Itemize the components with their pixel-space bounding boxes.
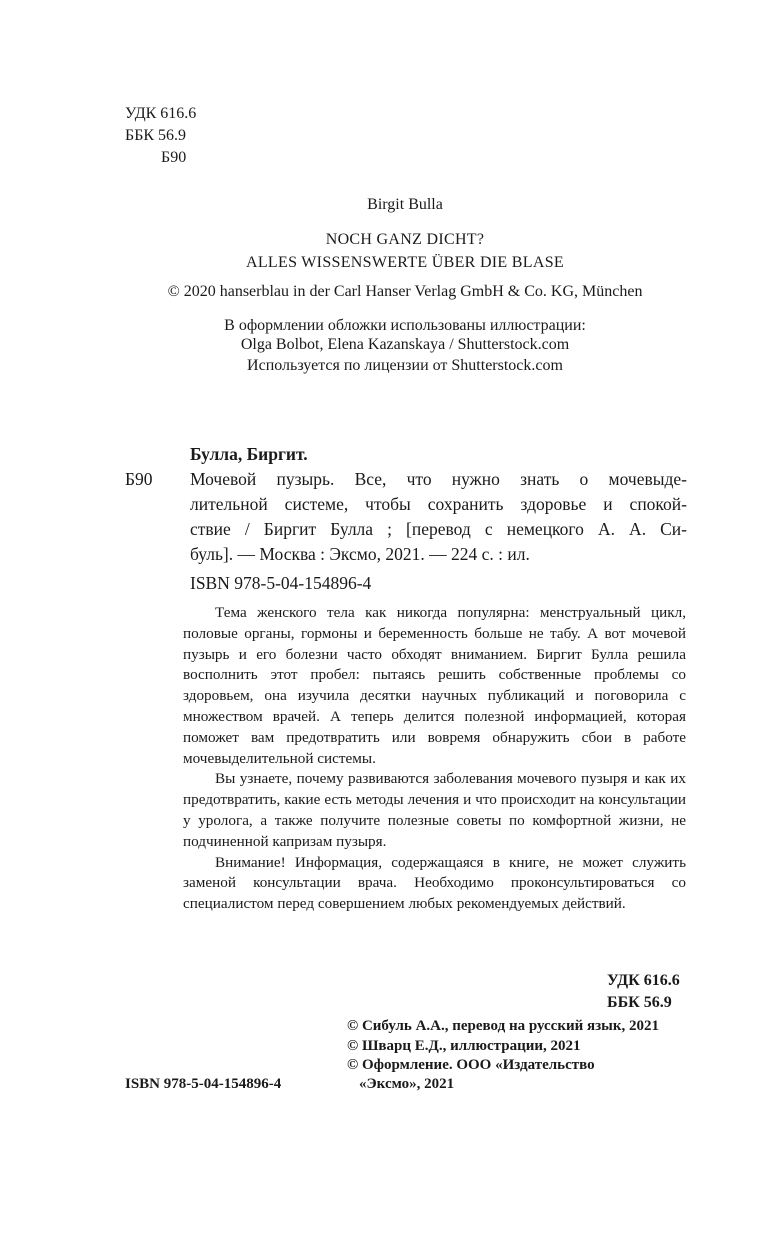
copyright-design-line2: «Эксмо», 2021 xyxy=(359,1076,455,1092)
udk-code-bottom: УДК 616.6 xyxy=(607,972,680,989)
cover-credit-line3: Используется по лицензии от Shutterstock.com xyxy=(247,357,563,374)
isbn-bottom: ISBN 978-5-04-154896-4 xyxy=(125,1076,282,1092)
udk-code-top: УДК 616.6 xyxy=(125,105,197,122)
cover-credit-line2: Olga Bolbot, Elena Kazanskaya / Shutterstock.com xyxy=(240,336,570,353)
author-sign-top: Б90 xyxy=(161,149,187,166)
annotation xyxy=(183,603,686,915)
catalog-line4: буль]. — Москва : Эксмо, 2021. — 224 с. : ил. xyxy=(190,544,530,564)
annotation-paragraph-3: Внимание! Информация, содержащаяся в книге, не может служить заменой консультации врача. Необходимо проконсультироваться со специалистом перед совершением любых рекомендуемых действий. xyxy=(183,853,686,913)
catalog-line3: ствие / Биргит Булла ; [перевод с немецкого А. А. Си- xyxy=(190,519,687,539)
cover-credit-line1: В оформлении обложки использованы иллюстрации: xyxy=(224,317,586,334)
original-copyright: © 2020 hanserblau in der Carl Hanser Verlag GmbH & Co. KG, München xyxy=(167,283,643,300)
catalog-isbn: ISBN 978-5-04-154896-4 xyxy=(190,573,372,593)
bbk-code-bottom: ББК 56.9 xyxy=(607,994,672,1011)
original-title-line1: NOCH GANZ DICHT? xyxy=(325,231,485,248)
original-author: Birgit Bulla xyxy=(367,196,443,213)
copyright-translation: © Сибуль А.А., перевод на русский язык, 2021 xyxy=(347,1018,660,1034)
copyright-illustrations: © Шварц Е.Д., иллюстрации, 2021 xyxy=(347,1038,581,1054)
copyright-design-line1: © Оформление. ООО «Издательство xyxy=(347,1057,595,1073)
catalog-line2: лительной системе, чтобы сохранить здоровье и спокой- xyxy=(190,494,687,514)
catalog-code: Б90 xyxy=(125,469,153,489)
catalog-line1: Мочевой пузырь. Все, что нужно знать о мочевыде- xyxy=(190,469,687,489)
annotation-paragraph-1: Тема женского тела как никогда популярна: менструальный цикл, половые органы, гормоны и беременность больше не табу. А вот мочевой пузырь и его болезни часто обходят вниманием. Биргит Булла решила восполнить этот пробел: пытаясь решить собственные проблемы со здоровьем, она изучила десятки научных публикаций и поговорила с множеством врачей. А теперь делится полезной информацией, которая поможет вам предотвратить или вовремя обнаружить сбои в работе мочевыделительной системы. xyxy=(183,604,686,767)
original-title-line2: ALLES WISSENSWERTE ÜBER DIE BLASE xyxy=(246,254,564,271)
catalog-heading: Булла, Биргит. xyxy=(190,444,308,464)
bbk-code-top: ББК 56.9 xyxy=(125,127,187,144)
annotation-paragraph-2: Вы узнаете, почему развиваются заболевания мочевого пузыря и как их предотвратить, какие есть методы лечения и что происходит на консультации у уролога, а также получите полезные советы по комфортной жизни, не подчиненной капризам пузыря. xyxy=(183,770,686,850)
